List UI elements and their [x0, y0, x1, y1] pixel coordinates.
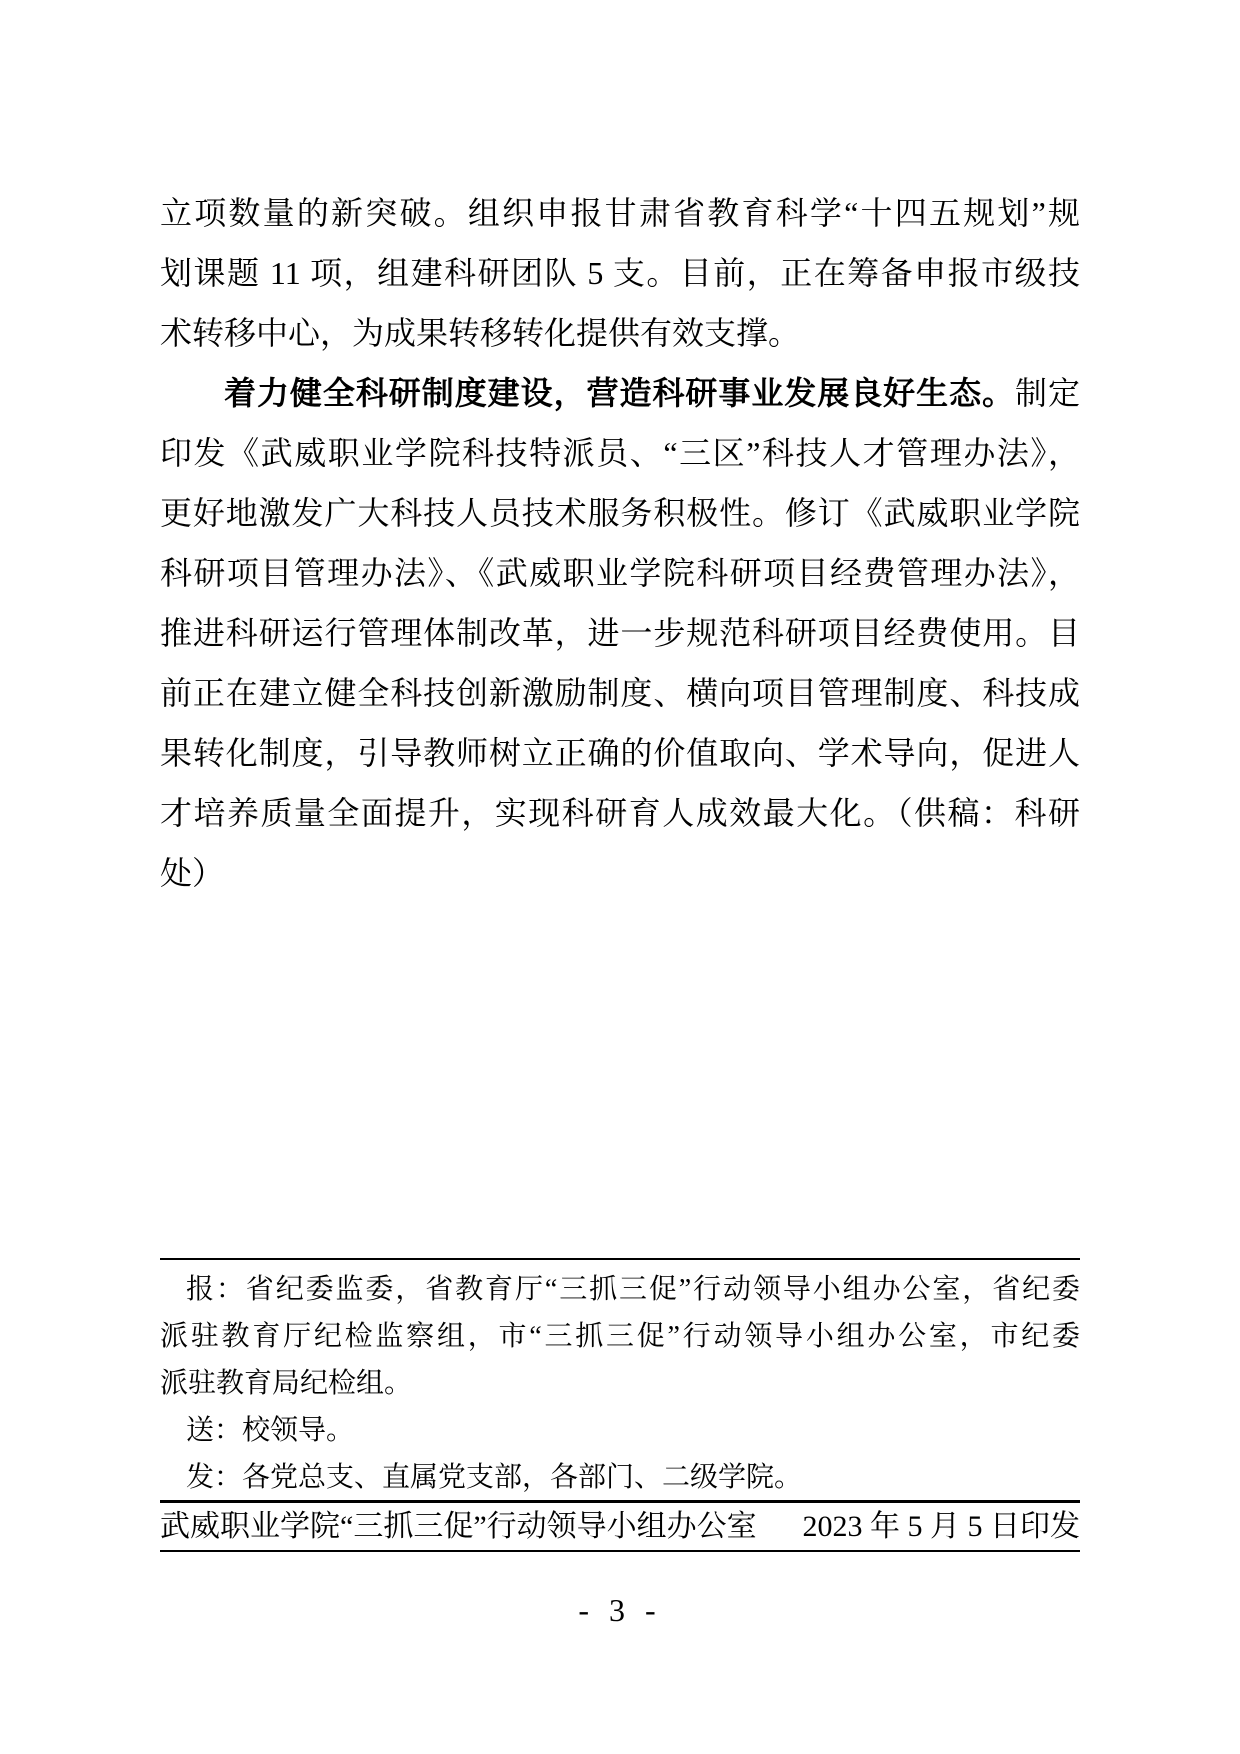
paragraph-2-lead-line	[160, 363, 1080, 423]
report-to-line: 派驻教育厅纪检监察组，市“三抓三促”行动领导小组办公室，市纪委	[160, 1321, 1080, 1352]
issue-to-line: 发：各党总支、直属党支部，各部门、二级学院。	[186, 1462, 803, 1493]
colophon-bottom-rule	[160, 1550, 1080, 1552]
colophon	[160, 1503, 1080, 1550]
body-line: 划课题 11 项，组建科研团队 5 支。目前，正在筹备申报市级技	[160, 255, 1080, 291]
body-line: 印发《武威职业学院科技特派员、“三区”科技人才管理办法》，	[160, 435, 1080, 471]
document-body	[160, 183, 1080, 903]
distribution-list	[160, 1266, 1080, 1501]
lead-rest-text: 制定	[1015, 375, 1080, 411]
body-line: 推进科研运行管理体制改革，进一步规范科研项目经费使用。目	[160, 615, 1080, 651]
page-number: - 3 -	[578, 1592, 662, 1628]
body-line: 更好地激发广大科技人员技术服务积极性。修订《武威职业学院	[160, 495, 1080, 531]
bold-lead-sentence: 着力健全科研制度建设，营造科研事业发展良好生态。	[224, 375, 1016, 411]
body-line: 术转移中心，为成果转移转化提供有效支撑。	[160, 315, 801, 351]
distribution-divider-rule	[160, 1258, 1080, 1260]
body-line: 科研项目管理办法》、《武威职业学院科研项目经费管理办法》，	[160, 555, 1080, 591]
paragraph-2	[160, 363, 1080, 903]
print-date: 2023 年 5 月 5 日印发	[802, 1510, 1080, 1543]
report-to-line: 派驻教育局纪检组。	[160, 1368, 413, 1399]
issuing-office: 武威职业学院“三抓三促”行动领导小组办公室	[160, 1510, 757, 1543]
body-line: 前正在建立健全科技创新激励制度、横向项目管理制度、科技成	[160, 675, 1080, 711]
body-line: 才培养质量全面提升，实现科研育人成效最大化。（供稿：科研	[160, 795, 1080, 831]
report-to-line: 报：省纪委监委，省教育厅“三抓三促”行动领导小组办公室，省纪委	[186, 1274, 1080, 1305]
paragraph-1	[160, 183, 1080, 363]
send-to-line: 送：校领导。	[186, 1415, 355, 1446]
body-line: 果转化制度，引导教师树立正确的价值取向、学术导向，促进人	[160, 735, 1080, 771]
body-line: 处）	[160, 855, 225, 891]
body-line: 立项数量的新突破。组织申报甘肃省教育科学“十四五规划”规	[160, 195, 1080, 231]
